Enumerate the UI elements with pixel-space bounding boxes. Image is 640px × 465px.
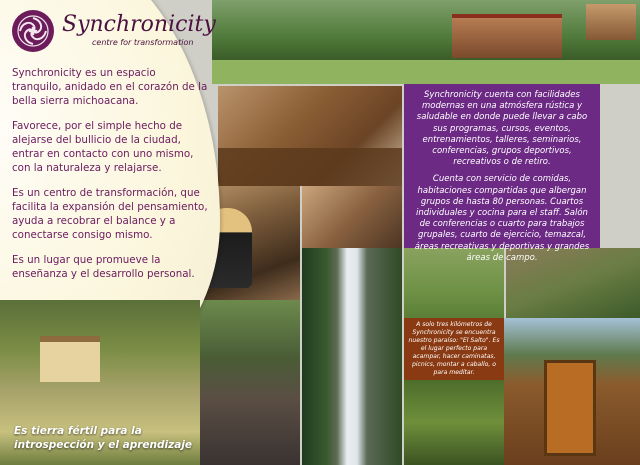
brand-tagline: centre for transformation xyxy=(92,38,194,47)
photo-lawn xyxy=(212,60,640,84)
intro-paragraph-2: Favorece, por el simple hecho de alejarse del bullicio de la ciudad, entrar en contacto con uno mismo, con la naturaleza y relajarse. xyxy=(12,120,194,174)
photo-dining-room xyxy=(218,86,402,186)
facilities-paragraph-1: Synchronicity cuenta con facilidades modernas en una atmósfera rústica y saludable en donde puede llevar a cabo sus programas, cursos, eventos, entrenamientos, talleres, seminarios, conferencias, grupos deportivos, recreativos o de retiro. xyxy=(416,90,588,168)
facilities-box xyxy=(404,84,600,263)
intro-paragraph-1: Synchronicity es un espacio tranquilo, anidado en el corazón de la bella sierra michoacana. xyxy=(12,67,208,107)
el-salto-box xyxy=(404,318,504,380)
photo-plants xyxy=(404,380,504,465)
el-salto-text: A solo tres kilómetros de Synchronicity se encuentra nuestro paraíso: "El Salto". Es el lugar perfecto para acampar, hacer caminatas, picnics, montar a caballo, o para meditar. xyxy=(408,321,500,376)
photo-house xyxy=(452,14,562,58)
footer-caption: Es tierra fértil para la introspección y el aprendizaje xyxy=(14,425,193,451)
photo-cabin xyxy=(504,318,640,465)
intro-paragraph-3: Es un centro de transformación, que facilita la expansión del pensamiento, ayuda a recobrar el balance y a conectarse consigo mismo. xyxy=(12,187,208,241)
spiral-logo-icon xyxy=(12,10,54,52)
photo-cabin-door xyxy=(544,360,596,456)
photo-house-small xyxy=(586,4,636,40)
photo-table xyxy=(218,148,402,186)
facilities-paragraph-2: Cuenta con servicio de comidas, habitaciones compartidas que albergan grupos de hasta 80 personas. Cuartos individuales y cocina para el staff. Salón de conferencias o cuarto para trabajos grupales, cuarto de ejercicio, temazcal, áreas recreativas y deportivas y grandes áreas de campo. xyxy=(414,174,590,263)
photo-waterfall xyxy=(302,248,402,465)
photo-garden-hut xyxy=(40,336,100,382)
brand-name: Synchronicity xyxy=(62,12,216,37)
photo-lodge-exterior xyxy=(212,0,640,84)
photo-group-class xyxy=(302,186,402,248)
intro-text xyxy=(12,66,208,292)
photo-group-portrait xyxy=(200,300,300,465)
intro-paragraph-4: Es un lugar que promueve la enseñanza y el desarrollo personal. xyxy=(12,254,195,280)
